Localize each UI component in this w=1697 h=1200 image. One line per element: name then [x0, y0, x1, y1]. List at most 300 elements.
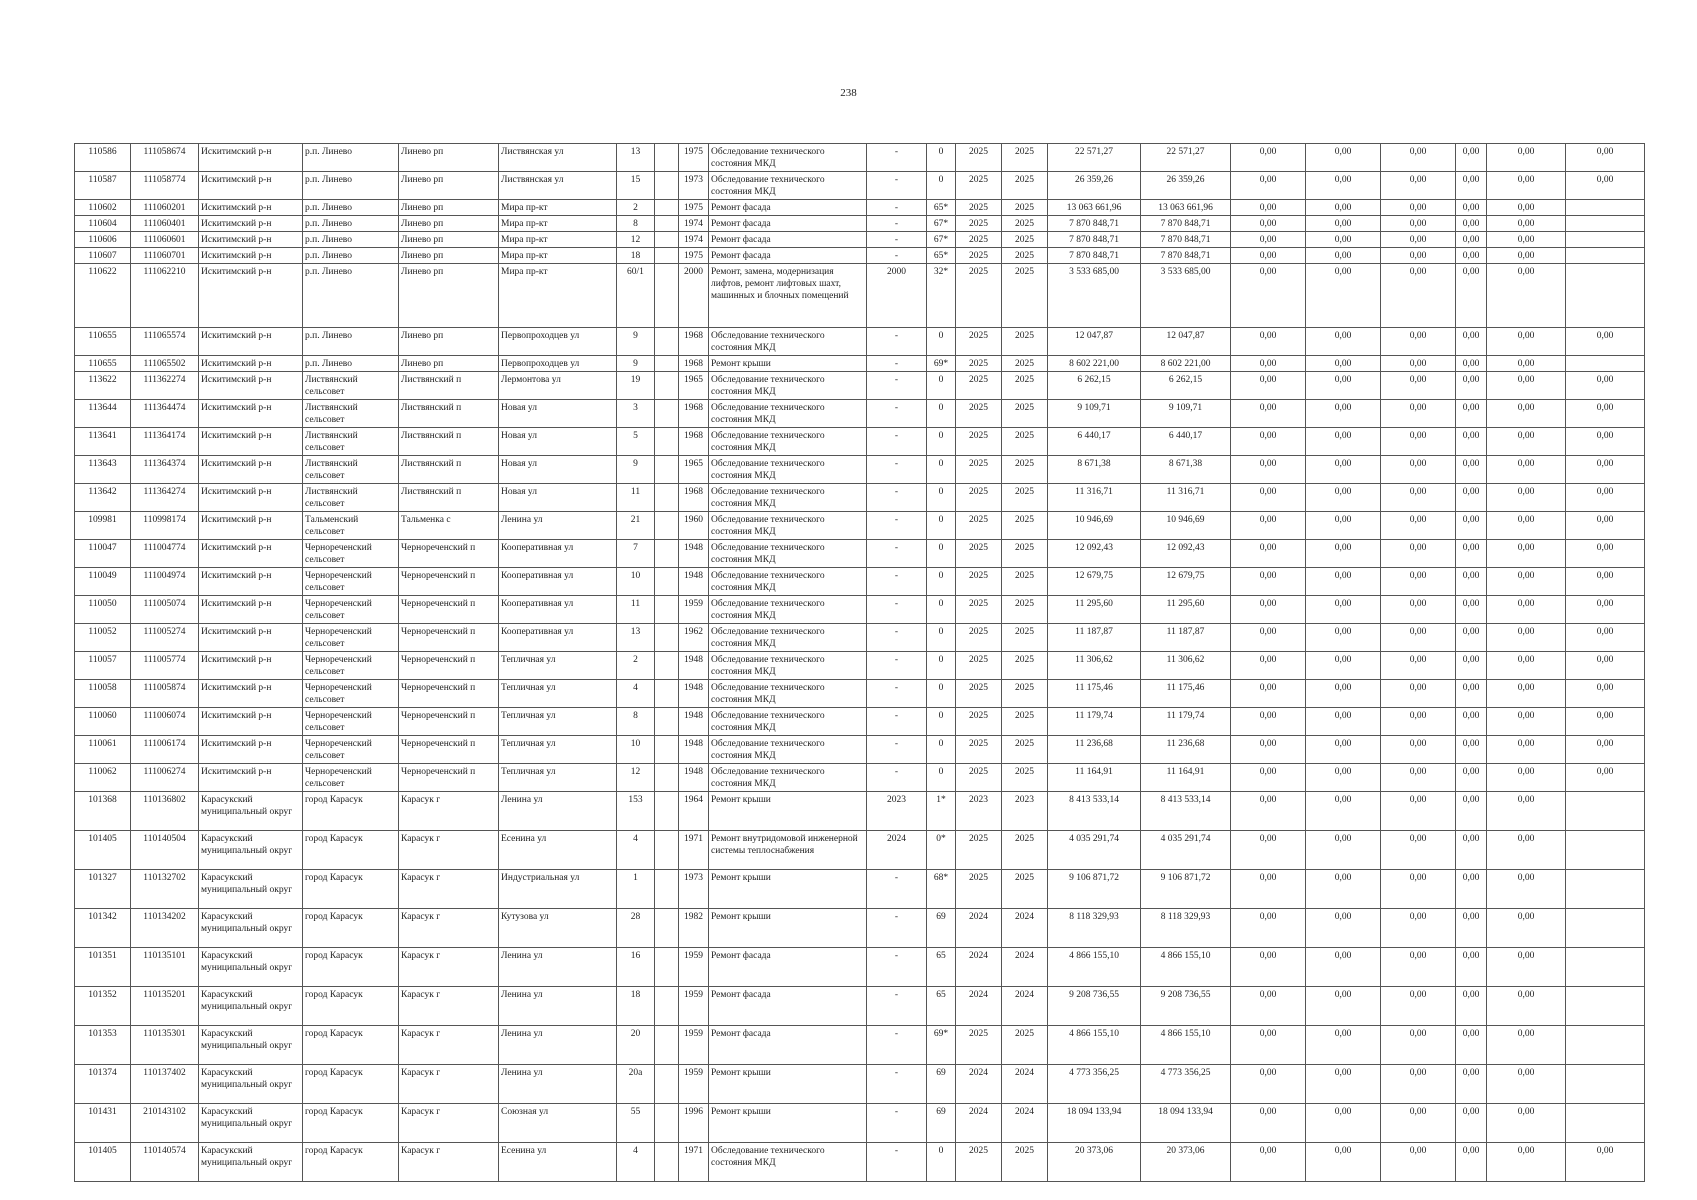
table-cell: Обследование технического состояния МКД [709, 372, 867, 400]
table-cell: 0,00 [1381, 909, 1456, 948]
table-cell: 110587 [75, 172, 131, 200]
table-cell: 1973 [679, 172, 709, 200]
table-cell: - [867, 372, 927, 400]
table-cell: 0,00 [1487, 624, 1566, 652]
table-cell: 0,00 [1231, 624, 1306, 652]
table-cell [1566, 264, 1645, 328]
table-cell: 0,00 [1566, 1143, 1645, 1182]
table-cell: 20а [617, 1065, 655, 1104]
table-cell: Искитимский р-н [199, 764, 303, 792]
table-cell [655, 248, 679, 264]
table-cell: 15 [617, 172, 655, 200]
table-cell: 0,00 [1381, 736, 1456, 764]
table-cell: 6 440,17 [1141, 428, 1231, 456]
table-cell: 0,00 [1306, 484, 1381, 512]
table-cell: Обследование технического состояния МКД [709, 428, 867, 456]
table-cell: 2024 [1002, 909, 1048, 948]
table-cell: р.п. Линево [303, 200, 399, 216]
table-cell: 0,00 [1231, 264, 1306, 328]
table-cell: 9 [617, 456, 655, 484]
table-cell: 32* [927, 264, 956, 328]
table-row [75, 512, 1645, 540]
table-cell: 69 [927, 1065, 956, 1104]
table-cell: Карасук г [399, 870, 499, 909]
table-cell: 9 208 736,55 [1141, 987, 1231, 1026]
table-cell: 110132702 [131, 870, 199, 909]
table-cell: 110060 [75, 708, 131, 736]
table-cell: 2025 [956, 1026, 1002, 1065]
table-cell: 4 [617, 680, 655, 708]
table-cell: Листвянский п [399, 428, 499, 456]
table-cell: город Карасук [303, 909, 399, 948]
table-cell: 0,00 [1306, 1065, 1381, 1104]
table-cell: 1959 [679, 596, 709, 624]
table-cell: Тепличная ул [499, 708, 617, 736]
table-cell: 0,00 [1381, 264, 1456, 328]
table-cell: Первопроходцев ул [499, 356, 617, 372]
table-cell: 111060201 [131, 200, 199, 216]
table-cell [655, 596, 679, 624]
table-cell: 110586 [75, 144, 131, 172]
table-cell: - [867, 172, 927, 200]
table-cell: Тепличная ул [499, 736, 617, 764]
table-cell: Обследование технического состояния МКД [709, 764, 867, 792]
table-cell: 0,00 [1456, 264, 1487, 328]
table-cell: Листвянский п [399, 484, 499, 512]
table-cell: Обследование технического состояния МКД [709, 736, 867, 764]
table-cell: 0,00 [1231, 372, 1306, 400]
table-cell: 0 [927, 428, 956, 456]
table-cell: Карасукский муниципальный округ [199, 831, 303, 870]
table-cell: 0 [927, 456, 956, 484]
table-cell: 110137402 [131, 1065, 199, 1104]
table-cell: 111058774 [131, 172, 199, 200]
table-cell: 1974 [679, 232, 709, 248]
table-cell: 0,00 [1487, 764, 1566, 792]
table-cell: Чернореченский п [399, 736, 499, 764]
table-cell [1566, 987, 1645, 1026]
table-cell: 0,00 [1381, 232, 1456, 248]
table-cell: 2025 [956, 568, 1002, 596]
table-cell: - [867, 1065, 927, 1104]
table-cell: 1948 [679, 680, 709, 708]
table-cell [1566, 1104, 1645, 1143]
table-cell: Обследование технического состояния МКД [709, 596, 867, 624]
table-cell: 0,00 [1566, 372, 1645, 400]
table-cell: Листвянский сельсовет [303, 400, 399, 428]
table-cell: 0,00 [1487, 264, 1566, 328]
table-cell: 4 035 291,74 [1141, 831, 1231, 870]
table-cell: Ремонт крыши [709, 909, 867, 948]
table-row [75, 232, 1645, 248]
table-cell: Искитимский р-н [199, 596, 303, 624]
table-cell: 2025 [1002, 356, 1048, 372]
table-cell: 0 [927, 736, 956, 764]
table-cell: Чернореченский сельсовет [303, 680, 399, 708]
table-cell: 2025 [956, 764, 1002, 792]
table-cell: Листвянская ул [499, 144, 617, 172]
table-row [75, 764, 1645, 792]
table-cell: 111364374 [131, 456, 199, 484]
table-cell: 0,00 [1456, 428, 1487, 456]
table-cell: 65 [927, 987, 956, 1026]
table-cell: Кооперативная ул [499, 568, 617, 596]
table-cell: 110140504 [131, 831, 199, 870]
table-cell: Лермонтова ул [499, 372, 617, 400]
table-cell: 0,00 [1566, 736, 1645, 764]
table-cell: - [867, 512, 927, 540]
table-cell: 11 [617, 596, 655, 624]
table-cell: 2025 [1002, 216, 1048, 232]
table-cell: 0,00 [1456, 216, 1487, 232]
table-cell: 9 106 871,72 [1141, 870, 1231, 909]
table-cell: 2025 [956, 870, 1002, 909]
table-cell: 2025 [1002, 708, 1048, 736]
table-cell: 0,00 [1456, 1065, 1487, 1104]
table-cell: 0,00 [1306, 1143, 1381, 1182]
table-cell: 2024 [956, 987, 1002, 1026]
table-cell: 2025 [1002, 540, 1048, 568]
table-cell: 0,00 [1381, 987, 1456, 1026]
table-cell: 2023 [1002, 792, 1048, 831]
table-cell: 5 [617, 428, 655, 456]
table-cell: 0,00 [1456, 484, 1487, 512]
table-cell: Обследование технического состояния МКД [709, 328, 867, 356]
table-cell: Чернореченский сельсовет [303, 624, 399, 652]
table-cell: 0,00 [1487, 200, 1566, 216]
table-cell: Чернореченский п [399, 652, 499, 680]
table-cell: 10 946,69 [1141, 512, 1231, 540]
table-cell: Ремонт фасада [709, 232, 867, 248]
table-cell: 2025 [1002, 764, 1048, 792]
table-cell: Мира пр-кт [499, 200, 617, 216]
table-cell: 0,00 [1566, 172, 1645, 200]
table-cell: - [867, 248, 927, 264]
table-cell: 2025 [1002, 484, 1048, 512]
table-cell: 4 773 356,25 [1141, 1065, 1231, 1104]
table-cell: Ленина ул [499, 1026, 617, 1065]
table-cell: 2025 [956, 200, 1002, 216]
table-cell: 26 359,26 [1048, 172, 1141, 200]
table-cell: 11 175,46 [1141, 680, 1231, 708]
table-cell: 0,00 [1381, 1104, 1456, 1143]
table-cell: 0,00 [1381, 456, 1456, 484]
table-cell: 9 208 736,55 [1048, 987, 1141, 1026]
table-cell: 0 [927, 596, 956, 624]
table-cell: 2025 [1002, 248, 1048, 264]
table-row [75, 484, 1645, 512]
table-cell: 2025 [956, 372, 1002, 400]
table-cell: 1982 [679, 909, 709, 948]
table-cell: 11 179,74 [1048, 708, 1141, 736]
table-cell: 0,00 [1231, 428, 1306, 456]
table-cell: 111005874 [131, 680, 199, 708]
table-cell: - [867, 484, 927, 512]
table-cell: Тепличная ул [499, 680, 617, 708]
table-cell: 2025 [956, 456, 1002, 484]
table-cell: город Карасук [303, 831, 399, 870]
table-cell: 69 [927, 909, 956, 948]
table-cell: 0,00 [1566, 512, 1645, 540]
table-row [75, 428, 1645, 456]
table-cell: Ремонт фасада [709, 248, 867, 264]
table-cell: 0,00 [1231, 764, 1306, 792]
table-row [75, 596, 1645, 624]
table-cell: 0,00 [1306, 1104, 1381, 1143]
table-cell: Ремонт фасада [709, 216, 867, 232]
table-cell: 4 [617, 831, 655, 870]
table-cell: 110622 [75, 264, 131, 328]
table-cell: 0,00 [1456, 792, 1487, 831]
table-cell: Чернореченский сельсовет [303, 540, 399, 568]
table-cell: Искитимский р-н [199, 484, 303, 512]
capital-repair-table [74, 143, 1645, 1182]
table-cell: 0,00 [1306, 764, 1381, 792]
table-cell: 4 [617, 1143, 655, 1182]
table-cell: 0,00 [1487, 948, 1566, 987]
table-row [75, 831, 1645, 870]
table-cell: 2025 [1002, 652, 1048, 680]
table-cell: 0,00 [1231, 987, 1306, 1026]
table-cell: р.п. Линево [303, 264, 399, 328]
table-cell: 11 179,74 [1141, 708, 1231, 736]
table-cell: - [867, 428, 927, 456]
table-cell: 0,00 [1566, 680, 1645, 708]
table-cell: 67* [927, 232, 956, 248]
table-cell: Союзная ул [499, 1104, 617, 1143]
table-cell [1566, 870, 1645, 909]
table-cell: Обследование технического состояния МКД [709, 568, 867, 596]
table-cell [655, 400, 679, 428]
table-cell: 13 063 661,96 [1141, 200, 1231, 216]
table-cell: город Карасук [303, 1104, 399, 1143]
table-cell: 113641 [75, 428, 131, 456]
table-cell [655, 540, 679, 568]
table-cell: Ленина ул [499, 1065, 617, 1104]
table-cell: Карасукский муниципальный округ [199, 1104, 303, 1143]
table-cell [655, 909, 679, 948]
table-cell: 153 [617, 792, 655, 831]
table-cell: Искитимский р-н [199, 624, 303, 652]
table-cell: Чернореченский сельсовет [303, 568, 399, 596]
table-cell: 0,00 [1487, 328, 1566, 356]
table-cell: 101342 [75, 909, 131, 948]
table-cell: 0 [927, 1143, 956, 1182]
table-cell: 11 164,91 [1048, 764, 1141, 792]
table-cell: 0,00 [1381, 708, 1456, 736]
table-cell: - [867, 909, 927, 948]
table-cell: 101353 [75, 1026, 131, 1065]
table-cell: 0,00 [1306, 232, 1381, 248]
table-cell: 0,00 [1487, 512, 1566, 540]
table-cell: - [867, 652, 927, 680]
table-cell: 110606 [75, 232, 131, 248]
table-cell: 1 [617, 870, 655, 909]
table-cell: 55 [617, 1104, 655, 1143]
table-cell: 11 295,60 [1048, 596, 1141, 624]
table-cell: 0,00 [1231, 736, 1306, 764]
table-cell [655, 764, 679, 792]
table-cell: Ремонт фасада [709, 948, 867, 987]
table-cell: 0,00 [1456, 400, 1487, 428]
table-row [75, 792, 1645, 831]
table-cell: Новая ул [499, 484, 617, 512]
table-cell: 1962 [679, 624, 709, 652]
table-cell: 0,00 [1381, 870, 1456, 909]
table-cell: Обследование технического состояния МКД [709, 172, 867, 200]
table-cell: 1948 [679, 568, 709, 596]
table-cell: 65* [927, 200, 956, 216]
table-row [75, 948, 1645, 987]
table-cell: 0,00 [1487, 172, 1566, 200]
table-cell: 18 [617, 248, 655, 264]
table-row [75, 736, 1645, 764]
table-cell: Тепличная ул [499, 764, 617, 792]
table-cell: 1996 [679, 1104, 709, 1143]
table-cell: 11 175,46 [1048, 680, 1141, 708]
table-cell: 0,00 [1231, 248, 1306, 264]
table-cell: 2025 [1002, 232, 1048, 248]
table-cell: 110607 [75, 248, 131, 264]
table-cell: Искитимский р-н [199, 568, 303, 596]
table-cell: 0,00 [1306, 372, 1381, 400]
table-cell: 7 870 848,71 [1141, 248, 1231, 264]
table-cell: 0,00 [1306, 200, 1381, 216]
table-cell: 111065502 [131, 356, 199, 372]
table-cell: 0,00 [1487, 144, 1566, 172]
table-cell: - [867, 987, 927, 1026]
table-cell: 1959 [679, 1065, 709, 1104]
table-cell: 0,00 [1487, 540, 1566, 568]
table-cell: 2025 [956, 328, 1002, 356]
table-cell: 111362274 [131, 372, 199, 400]
table-cell: 0,00 [1381, 328, 1456, 356]
table-cell: 4 773 356,25 [1048, 1065, 1141, 1104]
table-cell: 2 [617, 200, 655, 216]
table-cell: 111364174 [131, 428, 199, 456]
table-cell: 0,00 [1456, 764, 1487, 792]
table-cell [1566, 232, 1645, 248]
table-cell: 2024 [867, 831, 927, 870]
table-cell: 12 047,87 [1048, 328, 1141, 356]
table-cell: 18 094 133,94 [1141, 1104, 1231, 1143]
table-cell: 110604 [75, 216, 131, 232]
table-cell: - [867, 680, 927, 708]
table-cell: 0* [927, 831, 956, 870]
table-cell: Линево рп [399, 200, 499, 216]
table-cell: 2024 [956, 948, 1002, 987]
table-cell: 1948 [679, 708, 709, 736]
table-cell: 1965 [679, 372, 709, 400]
table-cell: Кооперативная ул [499, 596, 617, 624]
table-cell: Листвянский п [399, 456, 499, 484]
table-cell [655, 1065, 679, 1104]
table-cell: 20 [617, 1026, 655, 1065]
table-cell: 110047 [75, 540, 131, 568]
table-cell: 101405 [75, 1143, 131, 1182]
table-cell: 1959 [679, 987, 709, 1026]
table-cell: 11 236,68 [1141, 736, 1231, 764]
table-cell: Ремонт внутридомовой инженерной системы теплоснабжения [709, 831, 867, 870]
table-cell: 2024 [1002, 1104, 1048, 1143]
table-cell: Карасукский муниципальный округ [199, 987, 303, 1026]
table-cell: Карасук г [399, 987, 499, 1026]
table-cell: 2024 [1002, 987, 1048, 1026]
table-row [75, 456, 1645, 484]
table-cell: 2023 [956, 792, 1002, 831]
table-row [75, 1143, 1645, 1182]
table-cell: 101352 [75, 987, 131, 1026]
table-cell: 21 [617, 512, 655, 540]
table-cell: р.п. Линево [303, 232, 399, 248]
table-cell: 0,00 [1487, 1026, 1566, 1065]
table-cell: 2025 [1002, 328, 1048, 356]
table-cell: 0,00 [1487, 232, 1566, 248]
table-cell: Обследование технического состояния МКД [709, 484, 867, 512]
table-cell: 0,00 [1231, 540, 1306, 568]
table-cell: город Карасук [303, 948, 399, 987]
table-cell: 111004974 [131, 568, 199, 596]
table-cell: 0,00 [1566, 708, 1645, 736]
table-cell: 28 [617, 909, 655, 948]
table-cell: 1975 [679, 248, 709, 264]
table-cell: 0,00 [1381, 372, 1456, 400]
table-cell: 101327 [75, 870, 131, 909]
table-cell: 110655 [75, 356, 131, 372]
table-cell: Линево рп [399, 356, 499, 372]
table-cell: 0 [927, 624, 956, 652]
table-cell: 0,00 [1231, 1065, 1306, 1104]
table-cell: 0 [927, 540, 956, 568]
table-cell: 0,00 [1306, 568, 1381, 596]
table-cell: 2025 [956, 512, 1002, 540]
table-row [75, 248, 1645, 264]
table-cell: 0,00 [1306, 512, 1381, 540]
table-cell: Карасукский муниципальный округ [199, 1026, 303, 1065]
table-cell: Мира пр-кт [499, 216, 617, 232]
table-cell: 0,00 [1487, 708, 1566, 736]
table-cell: 0,00 [1306, 428, 1381, 456]
table-cell: 11 316,71 [1048, 484, 1141, 512]
table-cell: 111364274 [131, 484, 199, 512]
table-cell: 0,00 [1306, 248, 1381, 264]
table-cell: 3 [617, 400, 655, 428]
table-cell: 101431 [75, 1104, 131, 1143]
table-cell: 0,00 [1456, 1104, 1487, 1143]
table-cell: - [867, 328, 927, 356]
table-cell: 111006174 [131, 736, 199, 764]
table-cell: Искитимский р-н [199, 356, 303, 372]
table-cell: 8 413 533,14 [1048, 792, 1141, 831]
table-cell: 0,00 [1306, 540, 1381, 568]
table-cell: 9 [617, 328, 655, 356]
table-cell: 0,00 [1306, 596, 1381, 624]
table-cell: 1973 [679, 870, 709, 909]
table-cell: 2025 [956, 428, 1002, 456]
table-cell: Искитимский р-н [199, 400, 303, 428]
table-cell: 1968 [679, 428, 709, 456]
table-cell: 3 533 685,00 [1048, 264, 1141, 328]
table-cell: 0 [927, 372, 956, 400]
table-cell: 67* [927, 216, 956, 232]
table-cell: - [867, 1104, 927, 1143]
table-cell: 26 359,26 [1141, 172, 1231, 200]
table-cell: Обследование технического состояния МКД [709, 400, 867, 428]
table-cell: - [867, 708, 927, 736]
table-cell: р.п. Линево [303, 356, 399, 372]
table-cell: Ленина ул [499, 948, 617, 987]
table-cell [655, 831, 679, 870]
